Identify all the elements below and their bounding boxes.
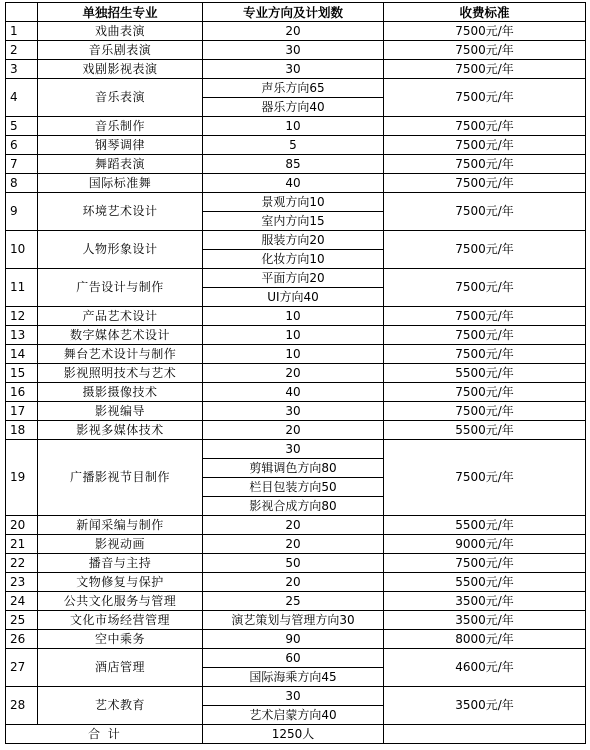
header-index: [6, 3, 38, 22]
row-index: 11: [6, 269, 38, 307]
row-direction: 25: [203, 592, 384, 611]
row-major: 环境艺术设计: [38, 193, 203, 231]
table-row: [6, 22, 586, 41]
row-index: 15: [6, 364, 38, 383]
row-direction: 30: [203, 440, 384, 459]
row-major: 戏剧影视表演: [38, 60, 203, 79]
row-fee: 7500元/年: [384, 345, 586, 364]
row-fee: 5500元/年: [384, 573, 586, 592]
table-row: [6, 383, 586, 402]
row-direction: 20: [203, 364, 384, 383]
row-direction: 服装方向20: [203, 231, 384, 250]
row-fee: 5500元/年: [384, 421, 586, 440]
row-fee: 8000元/年: [384, 630, 586, 649]
total-label: 合 计: [6, 725, 203, 744]
row-fee: 7500元/年: [384, 79, 586, 117]
row-fee: 3500元/年: [384, 687, 586, 725]
row-direction: 60: [203, 649, 384, 668]
row-direction: 影视合成方向80: [203, 497, 384, 516]
row-direction: 平面方向20: [203, 269, 384, 288]
row-index: 2: [6, 41, 38, 60]
row-direction: 20: [203, 535, 384, 554]
row-fee: 7500元/年: [384, 155, 586, 174]
row-major: 摄影摄像技术: [38, 383, 203, 402]
row-index: 24: [6, 592, 38, 611]
row-index: 22: [6, 554, 38, 573]
row-major: 人物形象设计: [38, 231, 203, 269]
row-direction: 室内方向15: [203, 212, 384, 231]
row-direction: 景观方向10: [203, 193, 384, 212]
row-direction: 90: [203, 630, 384, 649]
row-index: 18: [6, 421, 38, 440]
table-row: [6, 117, 586, 136]
row-index: 12: [6, 307, 38, 326]
row-index: 8: [6, 174, 38, 193]
row-index: 7: [6, 155, 38, 174]
row-major: 钢琴调律: [38, 136, 203, 155]
row-fee: 7500元/年: [384, 193, 586, 231]
row-major: 音乐表演: [38, 79, 203, 117]
row-major: 广告设计与制作: [38, 269, 203, 307]
row-fee: 7500元/年: [384, 117, 586, 136]
total-value: 1250人: [203, 725, 384, 744]
row-index: 26: [6, 630, 38, 649]
row-fee: 7500元/年: [384, 383, 586, 402]
table-row: [6, 345, 586, 364]
row-index: 13: [6, 326, 38, 345]
row-fee: 4600元/年: [384, 649, 586, 687]
table-row: [6, 421, 586, 440]
row-major: 公共文化服务与管理: [38, 592, 203, 611]
row-index: 20: [6, 516, 38, 535]
row-direction: 50: [203, 554, 384, 573]
table-row: [6, 231, 586, 250]
table-row: [6, 79, 586, 98]
row-major: 戏曲表演: [38, 22, 203, 41]
total-fee-blank: [384, 725, 586, 744]
row-major: 广播影视节目制作: [38, 440, 203, 516]
row-fee: 7500元/年: [384, 402, 586, 421]
table-row: [6, 155, 586, 174]
row-index: 16: [6, 383, 38, 402]
row-direction: 10: [203, 345, 384, 364]
row-direction: 20: [203, 573, 384, 592]
table-row: [6, 687, 586, 706]
enrollment-table: [5, 2, 586, 744]
row-index: 9: [6, 193, 38, 231]
table-row: [6, 41, 586, 60]
table-row: [6, 516, 586, 535]
row-fee: 3500元/年: [384, 611, 586, 630]
row-major: 数字媒体艺术设计: [38, 326, 203, 345]
row-direction: 10: [203, 117, 384, 136]
table-row: [6, 307, 586, 326]
table-row: [6, 364, 586, 383]
row-fee: 7500元/年: [384, 554, 586, 573]
row-direction: 30: [203, 402, 384, 421]
row-direction: 30: [203, 687, 384, 706]
row-major: 音乐制作: [38, 117, 203, 136]
row-index: 27: [6, 649, 38, 687]
row-fee: 3500元/年: [384, 592, 586, 611]
row-index: 6: [6, 136, 38, 155]
row-index: 23: [6, 573, 38, 592]
row-fee: 7500元/年: [384, 41, 586, 60]
row-index: 21: [6, 535, 38, 554]
row-major: 空中乘务: [38, 630, 203, 649]
row-direction: 20: [203, 421, 384, 440]
row-fee: 7500元/年: [384, 174, 586, 193]
row-direction: UI方向40: [203, 288, 384, 307]
row-direction: 栏目包装方向50: [203, 478, 384, 497]
table-row: [6, 630, 586, 649]
row-major: 文物修复与保护: [38, 573, 203, 592]
row-major: 产品艺术设计: [38, 307, 203, 326]
table-row: [6, 611, 586, 630]
row-fee: 7500元/年: [384, 440, 586, 516]
table-row: [6, 573, 586, 592]
table-row: [6, 592, 586, 611]
row-direction: 30: [203, 60, 384, 79]
row-index: 25: [6, 611, 38, 630]
header-row: [6, 3, 586, 22]
row-fee: 7500元/年: [384, 136, 586, 155]
row-major: 影视动画: [38, 535, 203, 554]
row-fee: 9000元/年: [384, 535, 586, 554]
row-fee: 7500元/年: [384, 326, 586, 345]
header-fee: 收费标准: [384, 3, 586, 22]
row-major: 影视多媒体技术: [38, 421, 203, 440]
row-fee: 5500元/年: [384, 364, 586, 383]
row-direction: 剪辑调色方向80: [203, 459, 384, 478]
row-direction: 20: [203, 22, 384, 41]
table-row: [6, 402, 586, 421]
table-row: [6, 440, 586, 459]
row-direction: 5: [203, 136, 384, 155]
row-major: 国际标准舞: [38, 174, 203, 193]
row-index: 1: [6, 22, 38, 41]
row-direction: 85: [203, 155, 384, 174]
row-major: 播音与主持: [38, 554, 203, 573]
row-direction: 艺术启蒙方向40: [203, 706, 384, 725]
row-index: 5: [6, 117, 38, 136]
table-row: [6, 326, 586, 345]
row-direction: 20: [203, 516, 384, 535]
table-body: [6, 22, 586, 725]
row-fee: 7500元/年: [384, 307, 586, 326]
row-major: 酒店管理: [38, 649, 203, 687]
row-index: 28: [6, 687, 38, 725]
row-index: 19: [6, 440, 38, 516]
table-row: [6, 554, 586, 573]
table-row: [6, 60, 586, 79]
header-direction: 专业方向及计划数: [203, 3, 384, 22]
row-index: 17: [6, 402, 38, 421]
row-direction: 器乐方向40: [203, 98, 384, 117]
row-fee: 7500元/年: [384, 22, 586, 41]
row-direction: 化妆方向10: [203, 250, 384, 269]
table-row: [6, 269, 586, 288]
table-row: [6, 649, 586, 668]
row-fee: 7500元/年: [384, 231, 586, 269]
row-major: 音乐剧表演: [38, 41, 203, 60]
row-direction: 10: [203, 326, 384, 345]
row-index: 14: [6, 345, 38, 364]
row-direction: 声乐方向65: [203, 79, 384, 98]
row-major: 影视编导: [38, 402, 203, 421]
table-row: [6, 136, 586, 155]
enrollment-table-container: [5, 2, 586, 744]
row-direction: 演艺策划与管理方向30: [203, 611, 384, 630]
row-index: 4: [6, 79, 38, 117]
table-row: [6, 174, 586, 193]
row-index: 10: [6, 231, 38, 269]
row-fee: 7500元/年: [384, 60, 586, 79]
total-row: [6, 725, 586, 744]
row-major: 影视照明技术与艺术: [38, 364, 203, 383]
row-major: 艺术教育: [38, 687, 203, 725]
header-major: 单独招生专业: [38, 3, 203, 22]
row-direction: 国际海乘方向45: [203, 668, 384, 687]
row-fee: 5500元/年: [384, 516, 586, 535]
row-major: 文化市场经营管理: [38, 611, 203, 630]
table-row: [6, 193, 586, 212]
row-major: 舞蹈表演: [38, 155, 203, 174]
row-direction: 10: [203, 307, 384, 326]
row-direction: 40: [203, 174, 384, 193]
row-fee: 7500元/年: [384, 269, 586, 307]
table-row: [6, 535, 586, 554]
row-major: 舞台艺术设计与制作: [38, 345, 203, 364]
row-direction: 40: [203, 383, 384, 402]
row-direction: 30: [203, 41, 384, 60]
row-major: 新闻采编与制作: [38, 516, 203, 535]
row-index: 3: [6, 60, 38, 79]
